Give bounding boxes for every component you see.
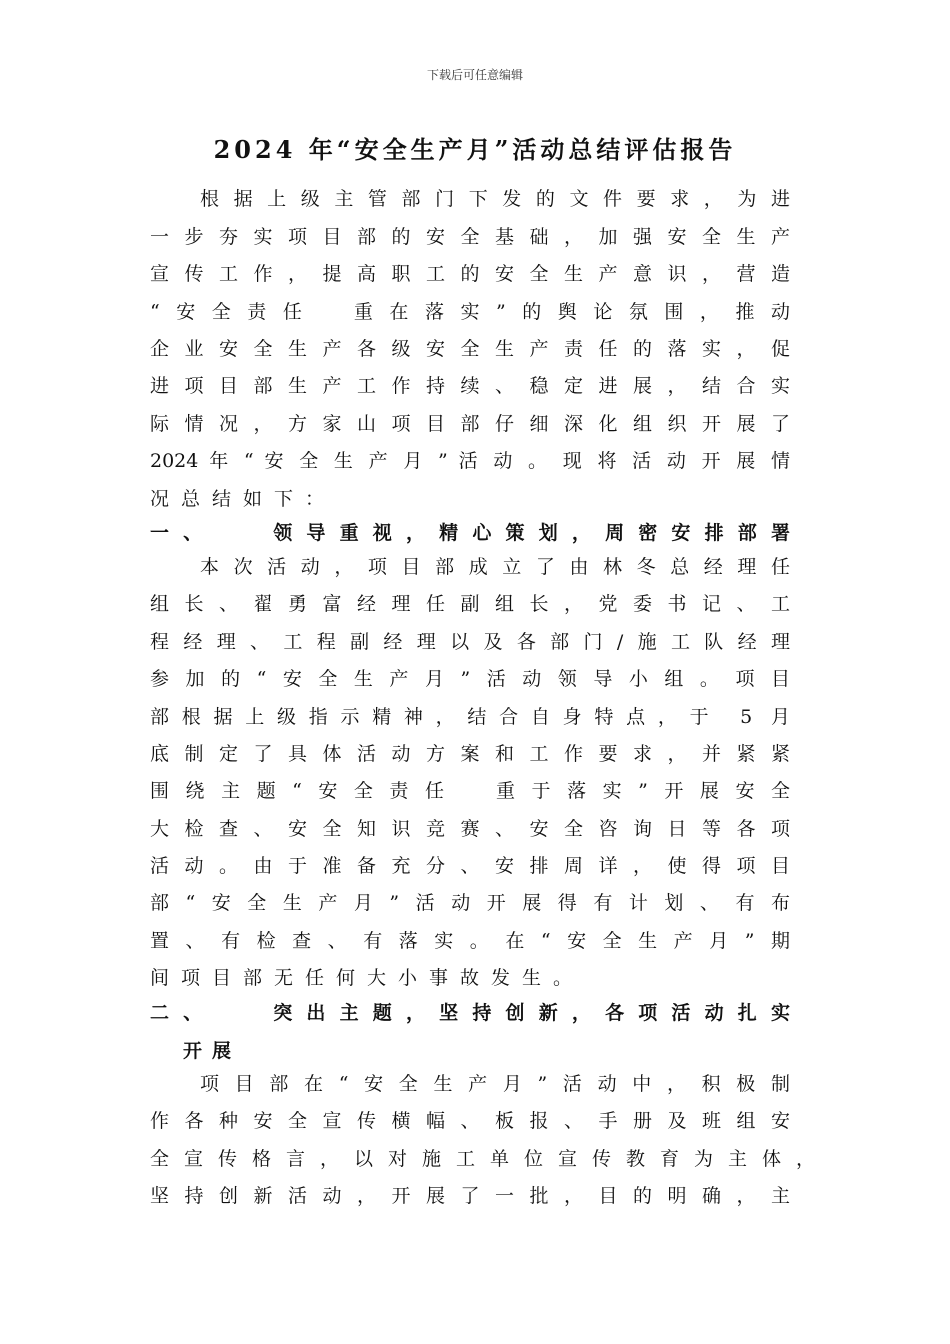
body-line: 本次活动，项目部成立了由林冬总经理任 <box>200 556 790 578</box>
body-line: 企业安全生产各级安全生产责任的落实，促 <box>150 338 790 360</box>
body-line: 组长、翟勇富经理任副组长，党委书记、工 <box>150 593 790 615</box>
body-line: 宣传工作，提高职工的安全生产意识，营造 <box>150 263 790 285</box>
body-line: 全宣传格言，以对施工单位宣传教育为主体， <box>150 1148 815 1170</box>
body-line: 程经理、工程副经理以及各部门/施工队经理 <box>150 631 790 653</box>
body-line: 间项目部无任何大小事故发生。 <box>150 967 585 989</box>
body-line: “安全责任 重在落实”的舆论氛围，推动 <box>150 301 790 323</box>
body-line: 况总结如下： <box>150 488 337 510</box>
header-note: 下载后可任意编辑 <box>426 68 523 82</box>
body-line: 活动。由于准备充分、安排周详，使得项目 <box>150 855 790 877</box>
body-line: 际情况，方家山项目部仔细深化组织开展了 <box>150 413 790 435</box>
section-heading-2-continued: 开展 <box>183 1040 242 1062</box>
body-line: 2024 年 “ 安 全 生 产 月 ” 活 动 。 现 将 活 动 开 展 情 <box>150 450 790 472</box>
body-line: 围绕主题“安全责任 重于落实”开展安全 <box>150 780 790 802</box>
body-line: 大检查、安全知识竞赛、安全咨询日等各项 <box>150 818 790 840</box>
body-line: 坚持创新活动，开展了一批，目的明确，主 <box>150 1185 790 1207</box>
body-line: 项目部在“安全生产月”活动中，积极制 <box>200 1073 790 1095</box>
body-line: 底制定了具体活动方案和工作要求，并紧紧 <box>150 743 790 765</box>
section-heading-1: 一、 领导重视，精心策划，周密安排部署 <box>150 522 790 544</box>
body-line: 根据上级主管部门下发的文件要求，为进 <box>200 188 790 210</box>
body-line: 一步夯实项目部的安全基础，加强安全生产 <box>150 226 790 248</box>
body-line: 部“安全生产月”活动开展得有计划、有布 <box>150 892 790 914</box>
document-title: 2024 年“安全生产月”活动总结评估报告 <box>213 135 737 164</box>
body-line: 进项目部生产工作持续、稳定进展，结合实 <box>150 375 790 397</box>
body-line: 置、有检查、有落实。在“安全生产月”期 <box>150 930 790 952</box>
body-line: 参加的“安全生产月”活动领导小组。项目 <box>150 668 790 690</box>
body-line: 作各种安全宣传横幅、板报、手册及班组安 <box>150 1110 790 1132</box>
body-line: 部根据上级指示精神，结合自身特点，于 5 月 <box>150 706 790 728</box>
section-heading-2: 二、 突出主题，坚持创新，各项活动扎实 <box>150 1002 790 1024</box>
